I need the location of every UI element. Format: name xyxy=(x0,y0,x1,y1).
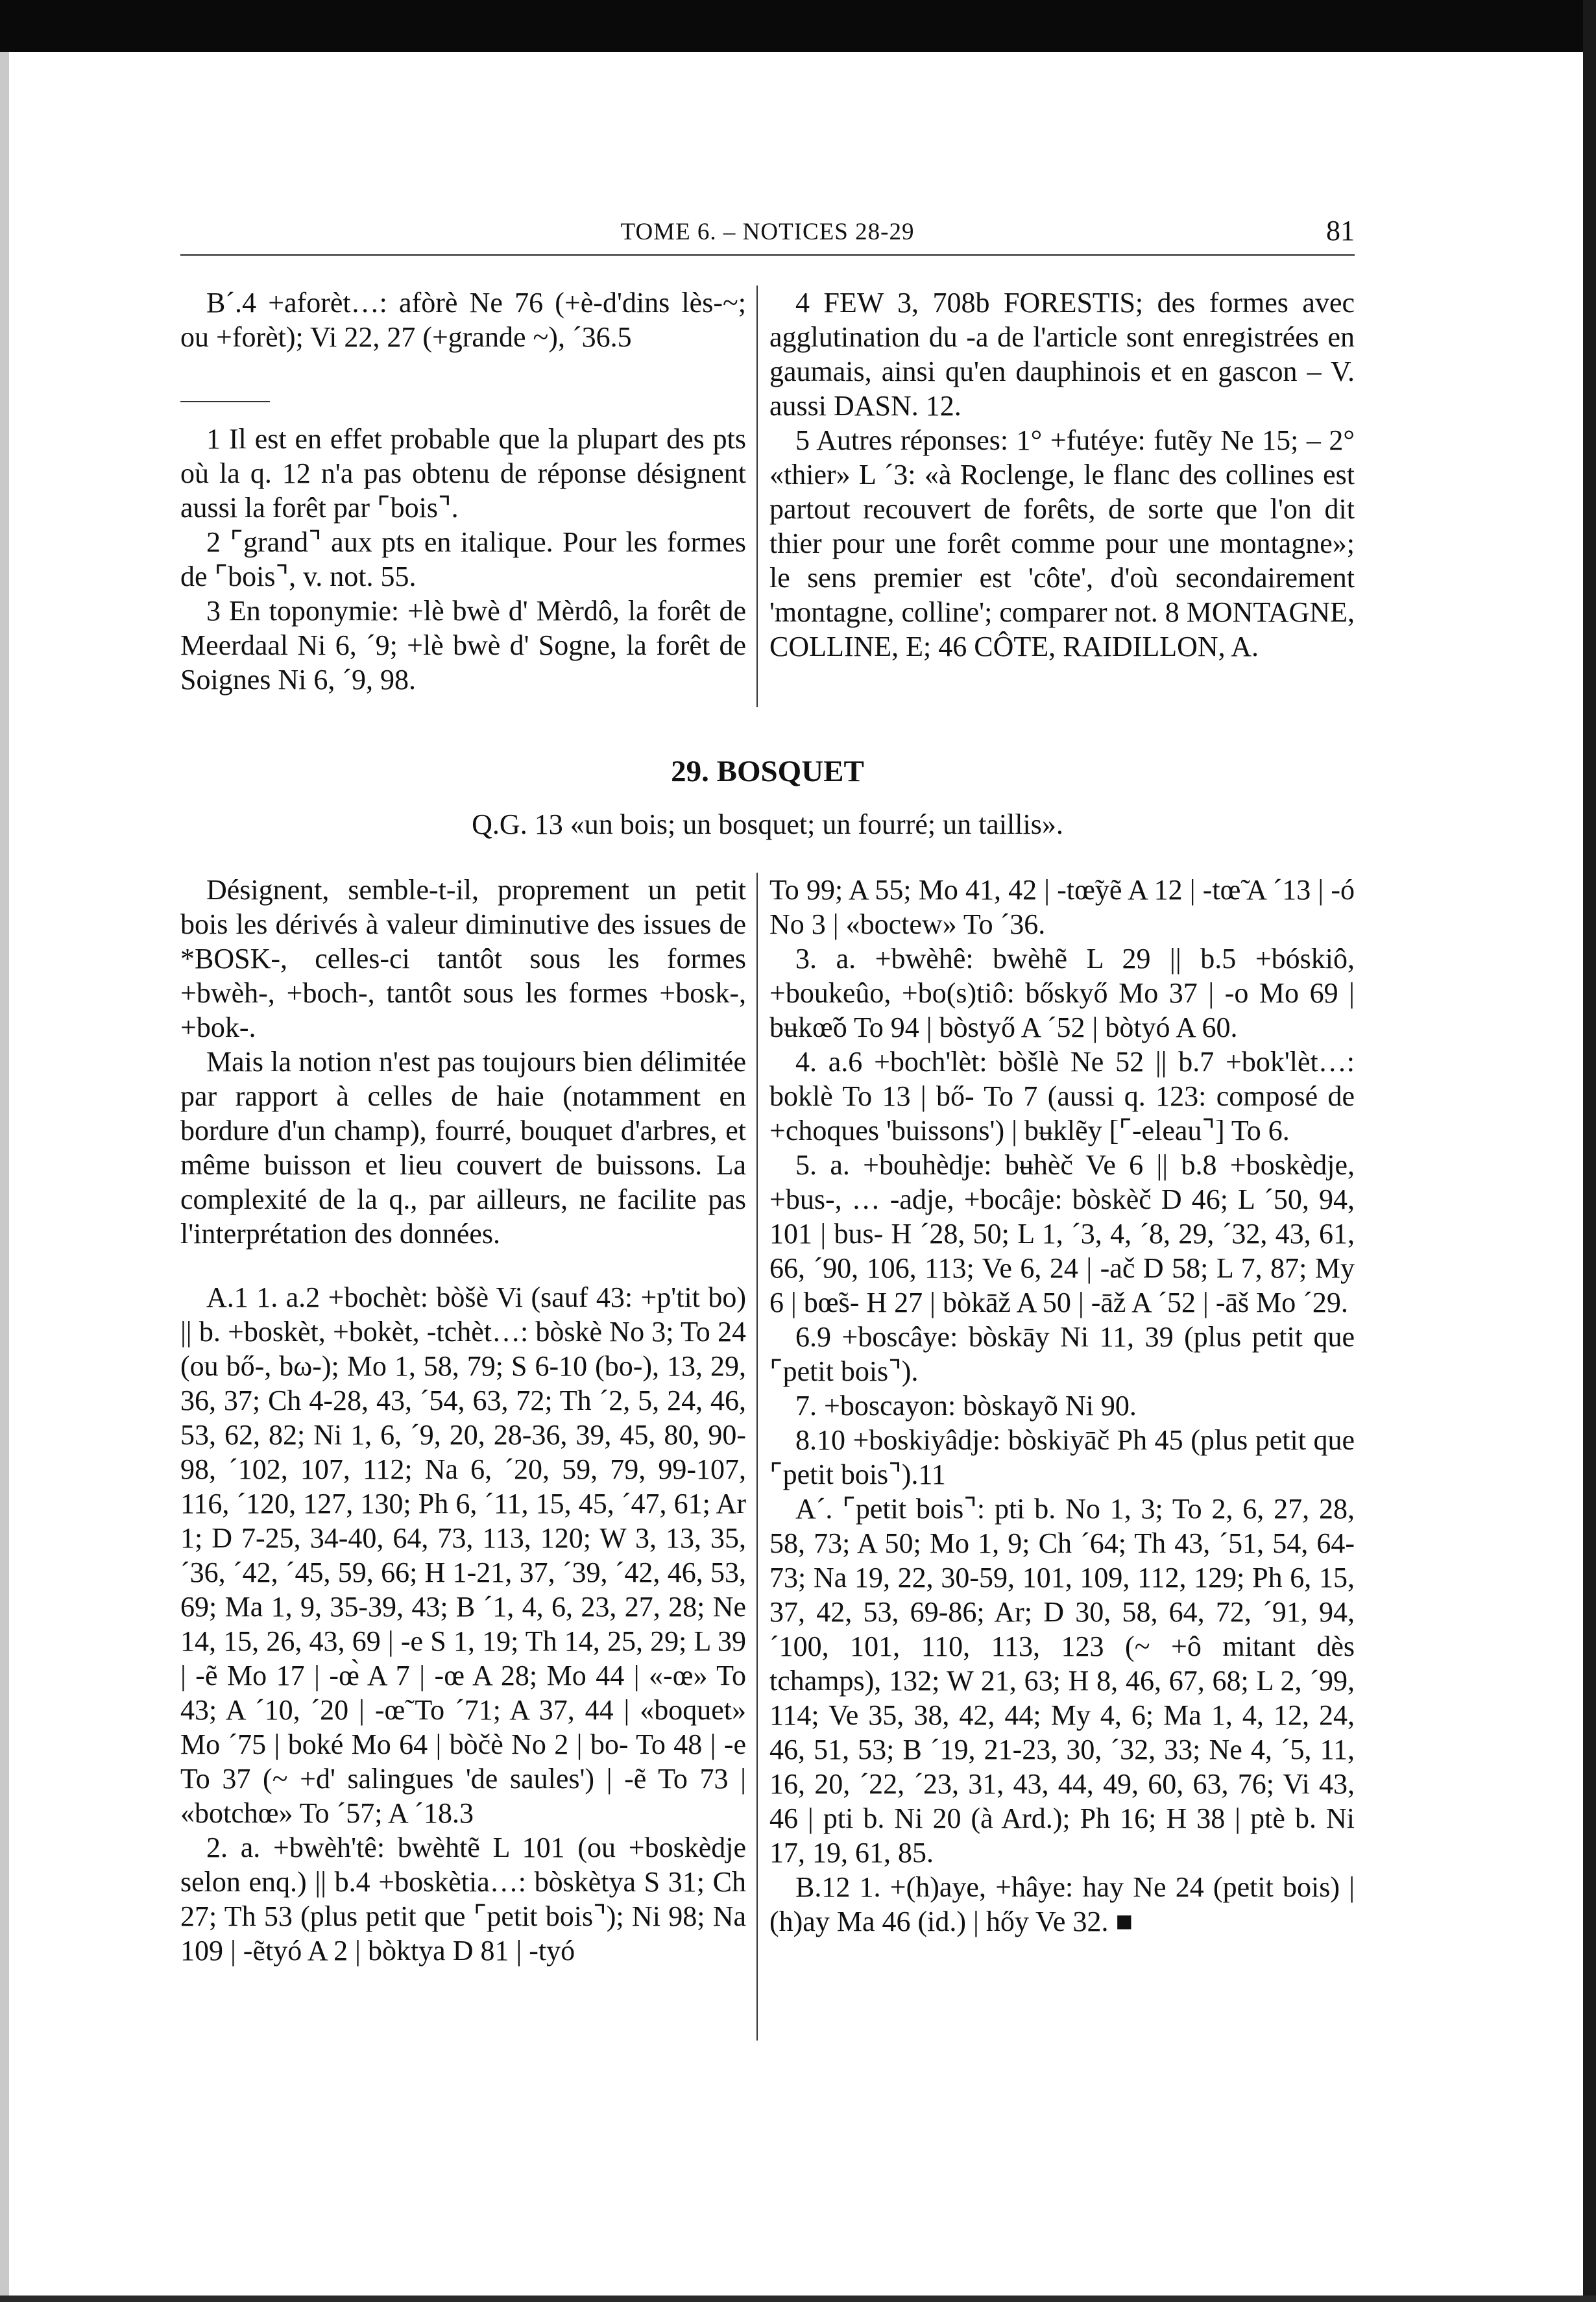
entry-a7: 7. +boscayon: bòskayõ Ni 90. xyxy=(795,1390,1137,1422)
scan-bottom-border xyxy=(0,2296,1596,2302)
entry-a5: 5. a. +bouhèdje: bʉhèč Ve 6 || b.8 +boskèdje, +bus-, … -adje, +bocâje: bòskèč D 46; L ´50, 94, 101 | bus- H ´28, 50; L 1, ´3, 4, ´8, 29, ´32, 43, 61, 66, ´90, 106, 113; Ve 6, 24 | -ač D 58; L 7, 87; My 6 | bœ̃s- H 27 | bòkāž A 50 | -āž A ´52 | -āš Mo ´29. xyxy=(769,1149,1355,1318)
footnote-5: 5 Autres réponses: 1° +futéye: futẽy Ne 15; – 2° «thier» L ´3: «à Roclenge, le flanc des collines est partout recouvert de forêts, de sorte que l'on dit thier pour une forêt comme pour une montagne»; le sens premier est 'côte', d'où secondairement 'montagne, colline'; comparer not. 8 MONTAGNE, COLLINE, E; 46 CÔTE, RAIDILLON, A. xyxy=(769,424,1355,662)
left-column xyxy=(180,873,746,1968)
entry-a2-continued: To 99; A 55; Mo 41, 42 | -tœ̃yẽ A 12 | -tœ̃ A ´13 | -ó No 3 | «boctew» To ´36. xyxy=(769,874,1355,940)
footnotes-left xyxy=(180,422,746,697)
right-column xyxy=(769,873,1355,1939)
entry-a4: 4. a.6 +boch'lèt: bòšlè Ne 52 || b.7 +bok'lèt…: boklè To 13 | bő- To 7 (aussi q. 123: composé de +choques 'buissons') | bʉklẽy [⌜-eleau⌝] To 6. xyxy=(769,1046,1355,1146)
top-left-block xyxy=(180,285,746,354)
footnote-3: 3 En toponymie: +lè bwè d' Mèrdô, la forêt de Meerdaal Ni 6, ´9; +lè bwè d' Sogne, la forêt de Soignes Ni 6, ´9, 98. xyxy=(180,595,746,696)
entry-b-prime: B´.4 +aforèt…: afòrè Ne 76 (+è-d'dins lès-~; ou +forèt); Vi 22, 27 (+grande ~), ´36.5 xyxy=(180,287,746,353)
page-header xyxy=(180,214,1355,253)
column-rule-bottom xyxy=(756,873,758,2041)
header-rule xyxy=(180,254,1355,256)
entry-a-prime: A´. ⌜petit bois⌝: pti b. No 1, 3; To 2, 6, 27, 28, 58, 73; A 50; Mo 1, 9; Ch ´64; Th 43, ´51, 54, 64-73; Na 19, 22, 30-59, 101, 109, 112, 129; Ph 6, 15, 37, 42, 53, 69-86; Ar; D 30, 58, 64, 72, ´91, 94, ´100, 101, 110, 113, 123 (~ +ô mitant dès tchamps), 132; W 21, 63; H 8, 46, 67, 68; L 2, ´99, 114; Ve 35, 38, 42, 44; My 4, 6; Ma 1, 4, 12, 24, 46, 51, 53; B ´19, 21-23, 30, ´32, 33; Ne 4, ´5, 11, 16, 20, ´22, ´23, 31, 43, 44, 49, 60, 63, 76; Vi 43, 46 | pti b. Ni 20 (à Ard.); Ph 16; H 38 | ptè b. Ni 17, 19, 61, 85. xyxy=(769,1493,1355,1869)
column-rule-top xyxy=(756,285,758,707)
page-number: 81 xyxy=(1326,215,1355,247)
section-title: 29. BOSQUET xyxy=(671,755,864,788)
entry-a3: 3. a. +bwèhê: bwèhẽ L 29 || b.5 +bóskiô, +boukeûo, +bo(s)tiô: bőskyő Mo 37 | -o Mo 69 | bʉkœ̃ó To 94 | bòstyő A ´52 | bòtyó A 60. xyxy=(769,943,1355,1043)
footnotes-right xyxy=(769,285,1355,664)
footnote-2: 2 ⌜grand⌝ aux pts en italique. Pour les formes de ⌜bois⌝, v. not. 55. xyxy=(180,526,746,592)
footnote-rule xyxy=(180,401,270,402)
entry-a6: 6.9 +boscâye: bòskāy Ni 11, 39 (plus petit que ⌜petit bois⌝). xyxy=(769,1321,1355,1387)
entry-b: B.12 1. +(h)aye, +hâye: hay Ne 24 (petit bois) | (h)ay Ma 46 (id.) | hőy Ve 32. ■ xyxy=(769,1871,1355,1937)
running-title: TOME 6. – NOTICES 28-29 xyxy=(620,219,915,245)
section-question: Q.G. 13 «un bois; un bosquet; un fourré; un taillis». xyxy=(472,808,1063,840)
footnote-4: 4 FEW 3, 708b FORESTIS; des formes avec agglutination du -a de l'article sont enregistrées en gaumais, ainsi qu'en dauphinois et en gascon – V. aussi DASN. 12. xyxy=(769,287,1355,422)
scan-top-border xyxy=(0,0,1596,52)
intro-paragraph-1: Désignent, semble-t-il, proprement un petit bois les dérivés à valeur diminutive des issues de *BOSK-, celles-ci tantôt sous les formes +bwèh-, +boch-, tantôt sous les formes +bosk-, +bok-. xyxy=(180,874,746,1043)
intro-paragraph-2: Mais la notion n'est pas toujours bien délimitée par rapport à celles de haie (notamment en bordure d'un champ), fourré, bouquet d'arbres, et même buisson et lieu couvert de buissons. La complexité de la q., par ailleurs, ne facilite pas l'interprétation des données. xyxy=(180,1046,746,1250)
entry-a2: 2. a. +bwèh'tê: bwèhtẽ L 101 (ou +boskèdje selon enq.) || b.4 +boskètia…: bòskètya S 31; Ch 27; Th 53 (plus petit que ⌜petit bois⌝); Ni 98; Na 109 | -ẽtyó A 2 | bòktya D 81 | -tyó xyxy=(180,1832,746,1967)
scan-right-border xyxy=(1583,0,1596,2302)
footnote-1: 1 Il est en effet probable que la plupart des pts où la q. 12 n'a pas obtenu de réponse désignent aussi la forêt par ⌜bois⌝. xyxy=(180,423,746,524)
scan-left-edge xyxy=(0,52,9,2302)
entry-a8: 8.10 +boskiyâdje: bòskiyāč Ph 45 (plus petit que ⌜petit bois⌝).11 xyxy=(769,1424,1355,1490)
entry-a1: A.1 1. a.2 +bochèt: bòšè Vi (sauf 43: +p'tit bo) || b. +boskèt, +bokèt, -tchèt…: bòskè No 3; To 24 (ou bő-, bω-); Mo 1, 58, 79; S 6-10 (bo-), 13, 29, 36, 37; Ch 4-28, 43, ´54, 63, 72; Th ´2, 5, 24, 46, 53, 62, 82; Ni 1, 6, ´9, 20, 28-36, 39, 45, 80, 90-98, ´102, 107, 112; Na 6, ´20, 59, 79, 99-107, 116, ´120, 127, 130; Ph 6, ´11, 15, 45, ´47, 61; Ar 1; D 7-25, 34-40, 64, 73, 113, 120; W 3, 13, 35, ´36, ´42, ´45, 59, 66; H 1-21, 37, ´39, ´42, 46, 53, 69; Ma 1, 9, 35-39, 43; B ´1, 4, 6, 23, 27, 28; Ne 14, 15, 26, 43, 69 | -e S 1, 19; Th 14, 25, 29; L 39 | -ẽ Mo 17 | -œ̀ A 7 | -œ A 28; Mo 44 | «-œ» To 43; A ´10, ´20 | -œ̃ To ´71; A 37, 44 | «boquet» Mo ´75 | boké Mo 64 | bòčè No 2 | bo- To 48 | -e To 37 (~ +d' salingues 'de saules') | -ẽ To 73 | «botchœ» To ´57; A ´18.3 xyxy=(180,1281,746,1829)
